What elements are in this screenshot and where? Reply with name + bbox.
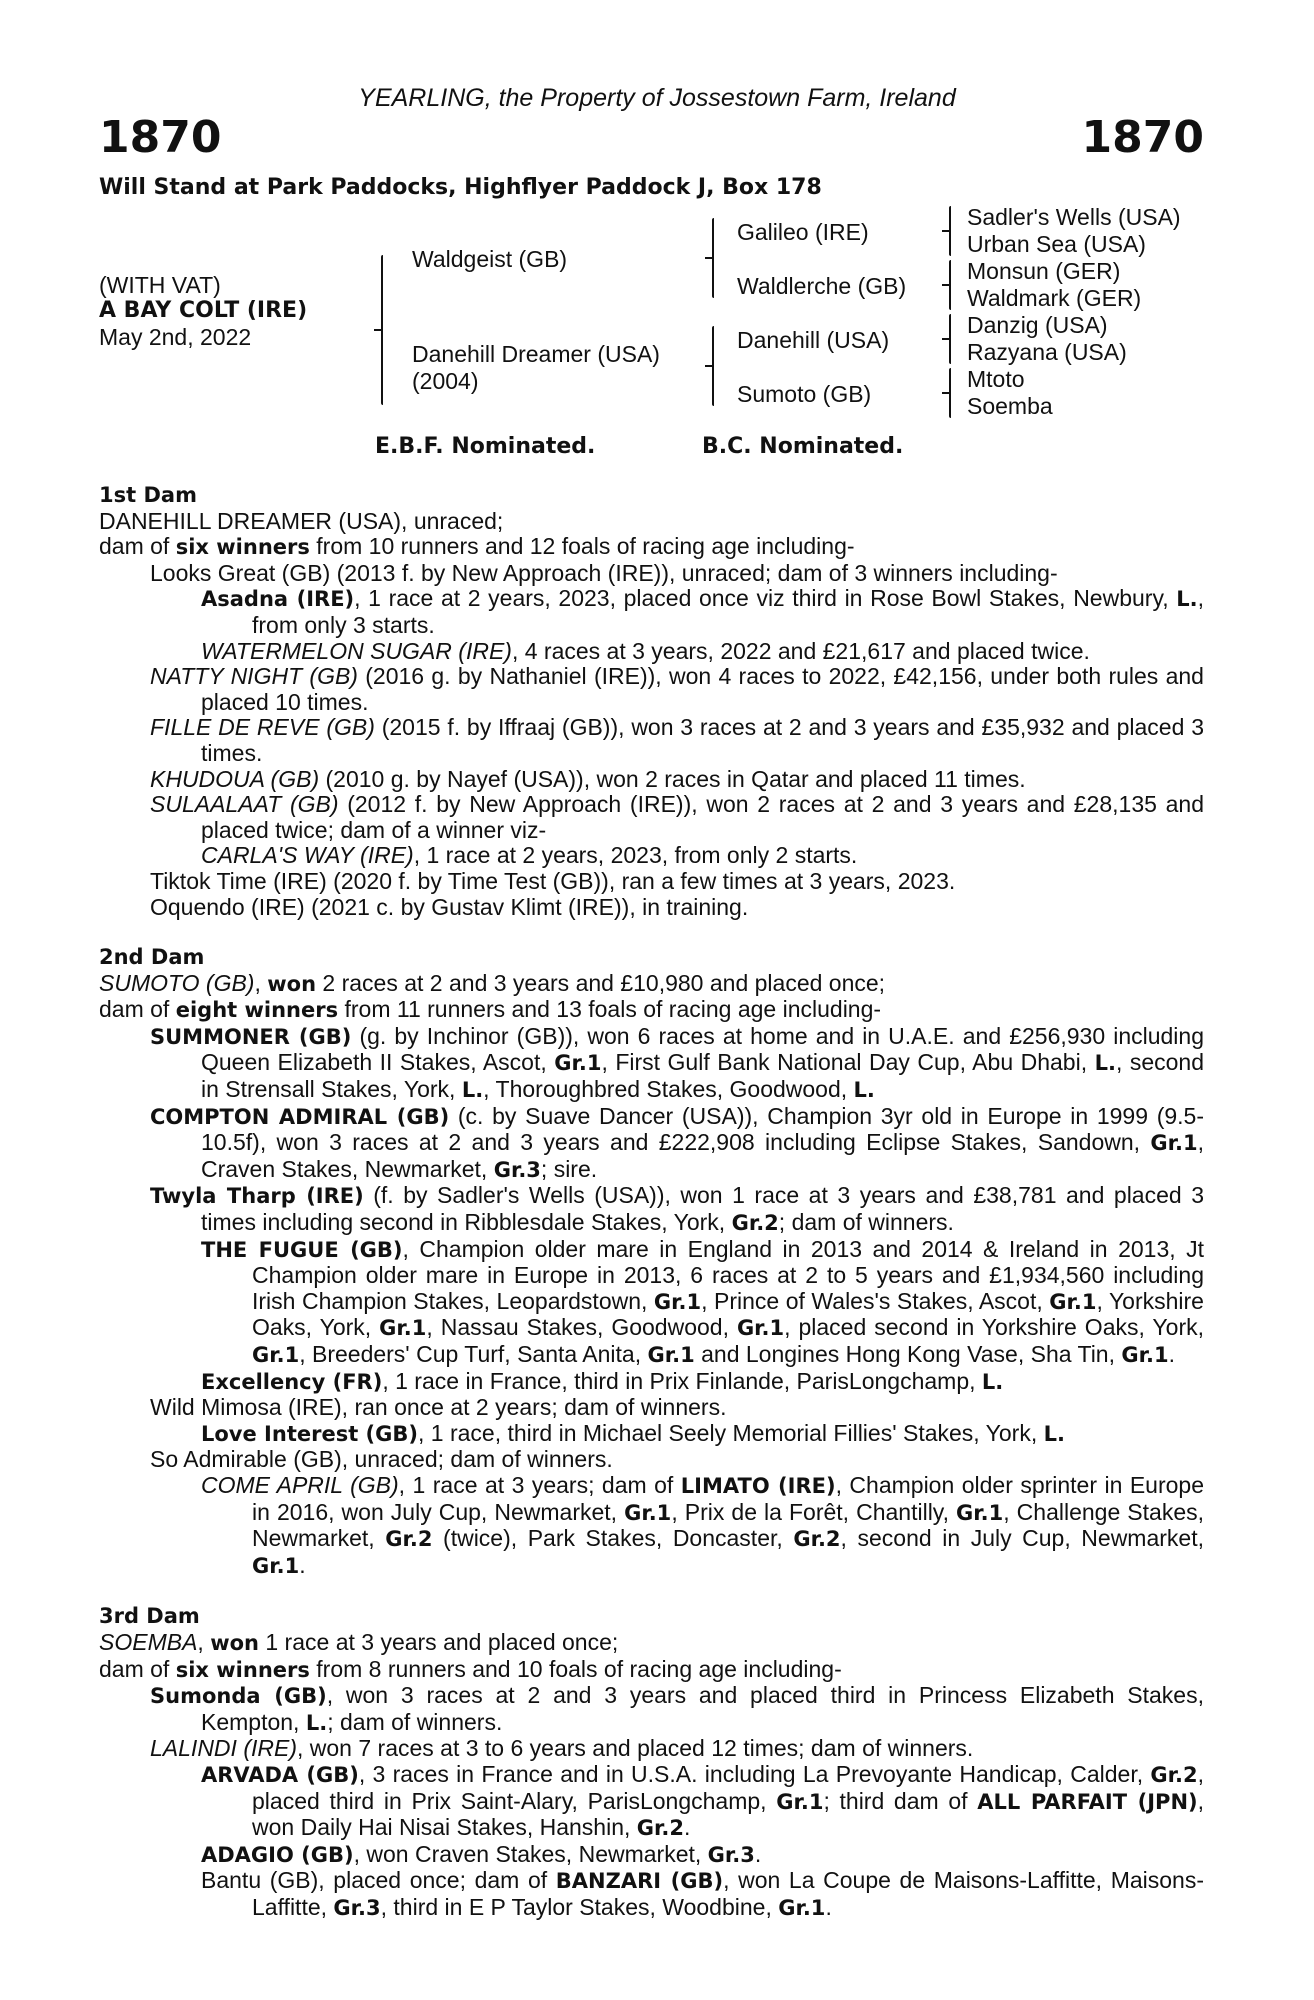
pedigree-brace-g2	[949, 260, 951, 310]
produce-entry: Looks Great (GB) (2013 f. by New Approach (IRE)), unraced; dam of 3 winners including-	[150, 559, 1058, 586]
first-dam-section	[99, 483, 1204, 920]
produce-entry: Tiktok Time (IRE) (2020 f. by Time Test (GB)), ran a few times at 3 years, 2023.	[150, 867, 956, 894]
produce-entry: COMPTON ADMIRAL (GB) (c. by Suave Dancer (USA)), Champion 3yr old in Europe in 1999 (9.5-10.5f), won 3 races at 2 and 3 years and £222,908 including Eclipse Stakes, Sandown, Gr.1, Craven Stakes, Newmarket, Gr.3; sire.	[150, 1102, 1204, 1182]
great-grandparent-1: Sadler's Wells (USA)	[967, 204, 1181, 230]
produce-entry: ARVADA (GB), 3 races in France and in U.S.A. including La Prevoyante Handicap, Calder, Gr.2, placed third in Prix Saint-Alary, ParisLongchamp, Gr.1; third dam of ALL PARFAIT (JPN), won Daily Hai Nisai Stakes, Hanshin, Gr.2.	[201, 1760, 1205, 1841]
produce-entry: Love Interest (GB), 1 race, third in Michael Seely Memorial Fillies' Stakes, York, L.	[201, 1419, 1065, 1446]
great-grandparent-4: Waldmark (GER)	[967, 285, 1142, 311]
bc-nomination: B.C. Nominated.	[702, 434, 904, 459]
produce-entry: Bantu (GB), placed once; dam of BANZARI (GB), won La Coupe de Maisons-Laffitte, Maisons-Laffitte, Gr.3, third in E P Taylor Stakes, Woodbine, Gr.1.	[201, 1867, 1204, 1920]
great-grandparent-2: Urban Sea (USA)	[967, 231, 1146, 257]
lot-number-right: 1870	[1081, 112, 1204, 163]
third-dam-section	[99, 1604, 1204, 1921]
great-grandparent-7: Mtoto	[967, 366, 1025, 392]
produce-record	[99, 483, 1204, 1946]
produce-entry: Twyla Tharp (IRE) (f. by Sadler's Wells (USA)), won 1 race at 3 years and £38,781 and placed 3 times including second in Ribblesdale Stakes, York, Gr.2; dam of winners.	[150, 1182, 1204, 1236]
produce-entry: ADAGIO (GB), won Craven Stakes, Newmarket, Gr.3.	[201, 1840, 762, 1867]
great-grandparent-3: Monsun (GER)	[967, 258, 1121, 284]
sire-name: Waldgeist (GB)	[412, 246, 568, 272]
dam-summary: dam of eight winners from 11 runners and 13 foals of racing age including-	[99, 996, 882, 1023]
produce-entry: COME APRIL (GB), 1 race at 3 years; dam of LIMATO (IRE), Champion older sprinter in Europe in 2016, won July Cup, Newmarket, Gr.1, Prix de la Forêt, Chantilly, Gr.1, Challenge Stakes, Newmarket, Gr.2 (twice), Park Stakes, Doncaster, Gr.2, second in July Cup, Newmarket, Gr.1.	[201, 1471, 1204, 1578]
produce-entry: So Admirable (GB), unraced; dam of winners.	[150, 1446, 613, 1473]
vat-note: (WITH VAT)	[99, 272, 221, 298]
dam-summary: dam of six winners from 8 runners and 10 foals of racing age including-	[99, 1655, 842, 1682]
dam-sire-name: Danehill (USA)	[737, 327, 890, 353]
produce-entry: KHUDOUA (GB) (2010 g. by Nayef (USA)), won 2 races in Qatar and placed 11 times.	[150, 765, 1026, 792]
pedigree-brace-g1	[949, 206, 951, 256]
dam-line: DANEHILL DREAMER (USA), unraced;	[99, 507, 504, 534]
produce-entry: SUMMONER (GB) (g. by Inchinor (GB)), won 6 races at home and in U.A.E. and £256,930 including Queen Elizabeth II Stakes, Ascot, Gr.1, First Gulf Bank National Day Cup, Abu Dhabi, L., second in Strensall Stakes, York, L., Thoroughbred Stakes, Goodwood, L.	[150, 1022, 1204, 1103]
date-of-birth: May 2nd, 2022	[99, 324, 252, 350]
great-grandparent-6: Razyana (USA)	[967, 339, 1127, 365]
produce-entry: CARLA'S WAY (IRE), 1 race at 2 years, 2023, from only 2 starts.	[201, 842, 858, 869]
second-dam-section	[99, 945, 1204, 1579]
dam-summary: dam of six winners from 10 runners and 12 foals of racing age including-	[99, 533, 855, 560]
horse-name: A BAY COLT (IRE)	[99, 298, 308, 323]
produce-entry: Asadna (IRE), 1 race at 2 years, 2023, placed once viz third in Rose Bowl Stakes, Newbury, L., from only 3 starts.	[201, 585, 1204, 638]
pedigree-brace-sire	[712, 218, 714, 298]
sire-sire-name: Galileo (IRE)	[737, 219, 869, 245]
dam-dam-name: Sumoto (GB)	[737, 381, 872, 407]
section-heading: 2nd Dam	[99, 945, 205, 970]
pedigree-brace-parents	[381, 255, 383, 405]
produce-entry: Oquendo (IRE) (2021 c. by Gustav Klimt (IRE)), in training.	[150, 893, 749, 920]
produce-entry: THE FUGUE (GB), Champion older mare in England in 2013 and 2014 & Ireland in 2013, Jt Champion older mare in Europe in 2013, 6 races at 2 to 5 years and £1,934,560 including Irish Champion Stakes, Leopardstown, Gr.1, Prince of Wales's Stakes, Ascot, Gr.1, Yorkshire Oaks, York, Gr.1, Nassau Stakes, Goodwood, Gr.1, placed second in Yorkshire Oaks, York, Gr.1, Breeders' Cup Turf, Santa Anita, Gr.1 and Longines Hong Kong Vase, Sha Tin, Gr.1.	[201, 1235, 1204, 1367]
great-grandparent-5: Danzig (USA)	[967, 312, 1108, 338]
section-heading: 3rd Dam	[99, 1604, 200, 1629]
sire-dam-name: Waldlerche (GB)	[737, 273, 907, 299]
lot-number-left: 1870	[99, 112, 222, 163]
produce-entry: Excellency (FR), 1 race in France, third in Prix Finlande, ParisLongchamp, L.	[201, 1367, 1004, 1394]
produce-entry: NATTY NIGHT (GB) (2016 g. by Nathaniel (IRE)), won 4 races to 2022, £42,156, under both rules and placed 10 times.	[150, 663, 1204, 715]
section-heading: 1st Dam	[99, 483, 197, 507]
produce-entry: Wild Mimosa (IRE), ran once at 2 years; dam of winners.	[150, 1394, 727, 1421]
dam-foaling-year: (2004)	[412, 368, 479, 394]
pedigree-brace-g3	[949, 314, 951, 364]
produce-entry: WATERMELON SUGAR (IRE), 4 races at 3 years, 2022 and £21,617 and placed twice.	[201, 637, 1090, 664]
dam-line: SUMOTO (GB), won 2 races at 2 and 3 years and £10,980 and placed once;	[99, 969, 886, 996]
dam-line: SOEMBA, won 1 race at 3 years and placed once;	[99, 1628, 619, 1655]
dam-name: Danehill Dreamer (USA)	[412, 341, 660, 367]
produce-entry: Sumonda (GB), won 3 races at 2 and 3 years and placed third in Princess Elizabeth Stakes, Kempton, L.; dam of winners.	[150, 1682, 1204, 1735]
pedigree-brace-dam	[712, 326, 714, 406]
produce-entry: SULAALAAT (GB) (2012 f. by New Approach (IRE)), won 2 races at 2 and 3 years and £28,135 and placed twice; dam of a winner viz-	[150, 791, 1204, 843]
vendor-subtitle: YEARLING, the Property of Jossestown Farm, Ireland	[358, 84, 956, 112]
ebf-nomination: E.B.F. Nominated.	[375, 434, 596, 459]
stand-location: Will Stand at Park Paddocks, Highflyer Paddock J, Box 178	[99, 175, 822, 200]
produce-entry: LALINDI (IRE), won 7 races at 3 to 6 years and placed 12 times; dam of winners.	[150, 1735, 974, 1762]
great-grandparent-8: Soemba	[967, 393, 1053, 419]
pedigree-brace-g4	[949, 368, 951, 418]
produce-entry: FILLE DE REVE (GB) (2015 f. by Iffraaj (GB)), won 3 races at 2 and 3 years and £35,932 and placed 3 times.	[150, 714, 1204, 766]
